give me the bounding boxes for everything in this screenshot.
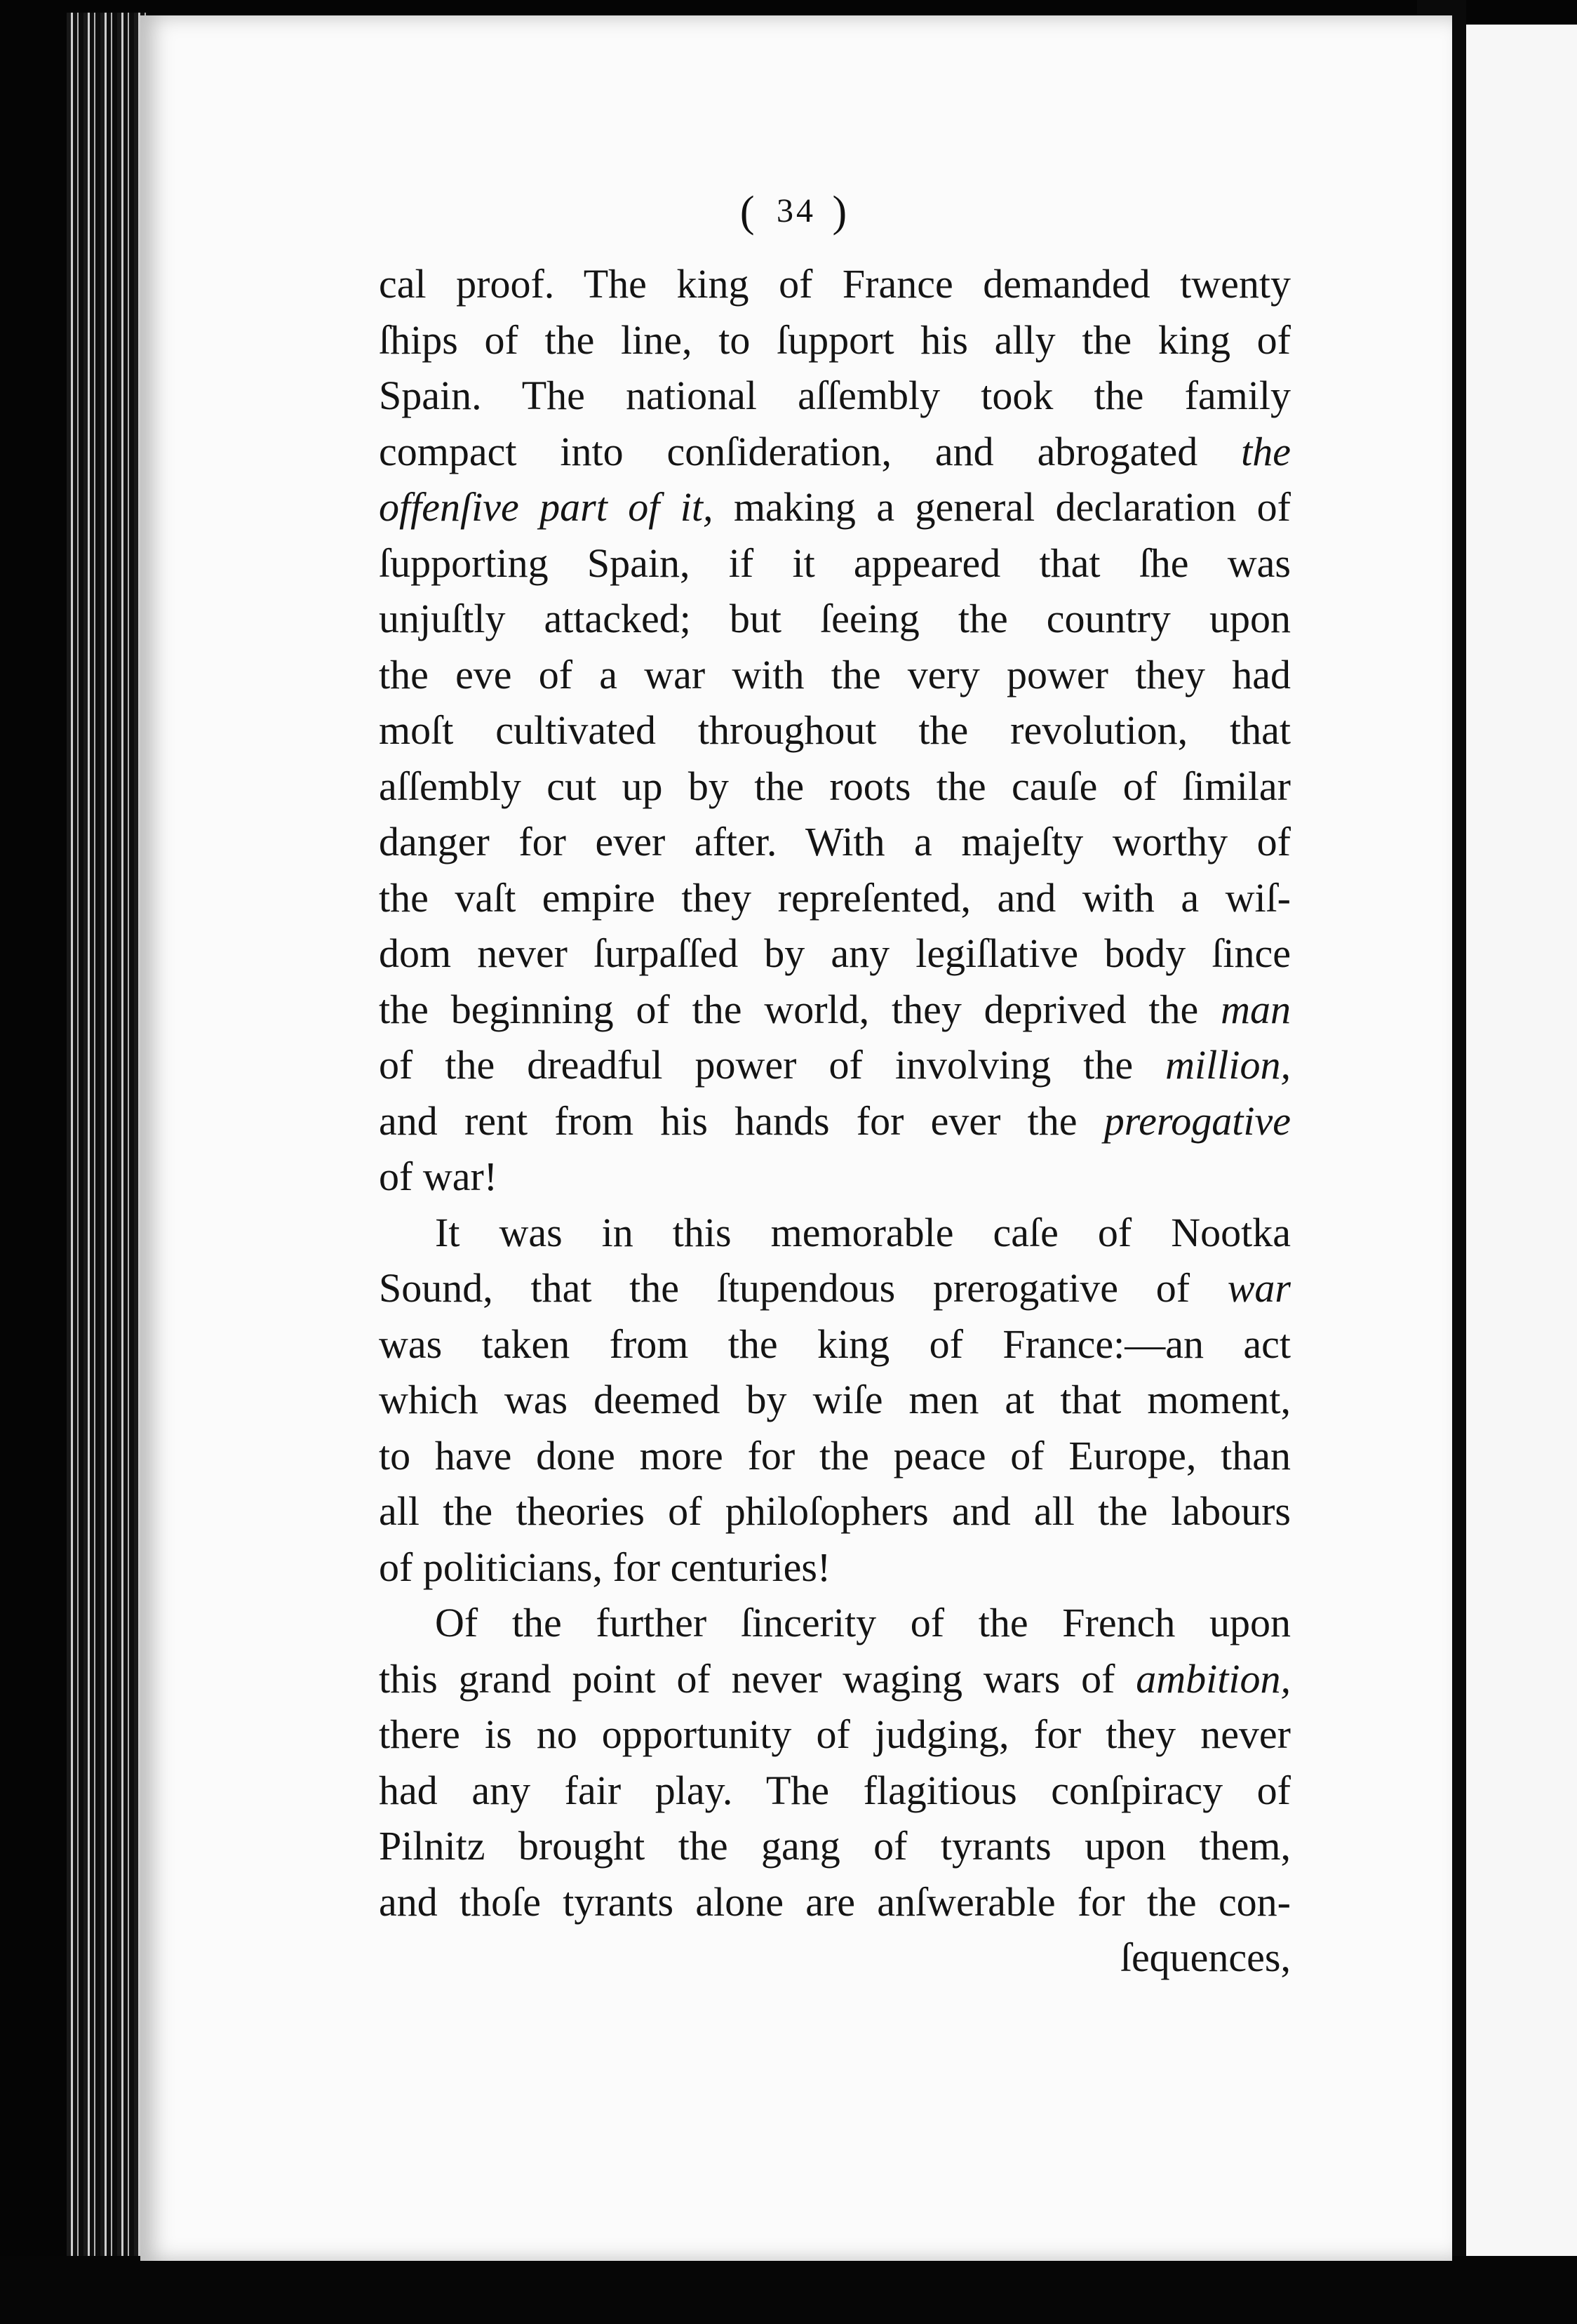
text-line [379, 256, 1291, 312]
text-segment: Pilnitz brought the gang of tyrants upon them, [379, 1823, 1291, 1869]
text-segment: Spain. The national aſſembly took the family [379, 373, 1291, 418]
text-segment: It was in this memorable caſe of Nootka [435, 1209, 1291, 1255]
text-segment: this grand point of never waging wars of [379, 1655, 1136, 1702]
text-line [379, 1037, 1291, 1093]
text-line [379, 1260, 1291, 1316]
text-line [379, 1874, 1291, 1930]
paragraph [379, 1595, 1291, 1930]
text-segment: unjuſtly attacked; but ſeeing the country upon [379, 596, 1291, 641]
text-segment: danger for ever after. With a majeſty worthy of [379, 819, 1291, 864]
italic-text: ambition, [1136, 1655, 1291, 1702]
text-line [379, 1205, 1291, 1261]
text-segment: Of the further ſincerity of the French upon [435, 1600, 1291, 1645]
paragraph [379, 256, 1291, 1205]
text-segment: Sound, that the ſtupendous prerogative of [379, 1265, 1228, 1311]
bottom-shadow [0, 2256, 1577, 2324]
text-line [379, 312, 1291, 368]
text-segment: to have done more for the peace of Europe, than [379, 1432, 1291, 1478]
italic-text: prerogative [1103, 1097, 1291, 1144]
text-segment: ſupporting Spain, if it appeared that ſhe was [379, 540, 1291, 586]
italic-text: million, [1165, 1042, 1291, 1088]
text-line [379, 647, 1291, 703]
text-line [379, 1149, 1291, 1205]
italic-text: the [1241, 428, 1291, 474]
page-number-open-paren: ( [739, 188, 760, 236]
italic-text: offenſive part of it, [379, 484, 713, 530]
text-segment: of war! [379, 1154, 498, 1199]
body-text [379, 256, 1291, 1986]
text-line [379, 1763, 1291, 1819]
text-line [379, 479, 1291, 535]
text-segment: ſhips of the line, to ſupport his ally the king of [379, 316, 1291, 363]
text-line [379, 982, 1291, 1038]
page-number-close-paren: ) [832, 188, 853, 236]
text-line [379, 1595, 1291, 1651]
text-segment: there is no opportunity of judging, for they never [379, 1711, 1291, 1757]
italic-text: man [1221, 986, 1291, 1032]
paragraph [379, 1205, 1291, 1596]
text-line [379, 1651, 1291, 1707]
text-segment: which was deemed by wiſe men at that moment, [379, 1377, 1291, 1422]
text-line [379, 1093, 1291, 1149]
book-binding-edges [67, 13, 147, 2265]
text-line [379, 814, 1291, 870]
text-segment: dom never ſurpaſſed by any legiſlative body ſince [379, 930, 1291, 976]
text-segment: of the dreadful power of involving the [379, 1042, 1166, 1088]
text-segment: had any fair play. The flagitious conſpiracy of [379, 1767, 1291, 1813]
text-segment: the beginning of the world, they deprived the [379, 986, 1221, 1032]
text-line [379, 1818, 1291, 1874]
text-segment: and rent from his hands for ever the [379, 1097, 1104, 1144]
text-line [379, 1428, 1291, 1484]
next-page-edge [1466, 25, 1577, 2263]
text-segment: aſſembly cut up by the roots the cauſe of ſimilar [379, 763, 1291, 809]
text-line [379, 1316, 1291, 1373]
text-line [379, 870, 1291, 926]
text-segment: moſt cultivated throughout the revolution, that [379, 707, 1291, 753]
text-line [379, 1372, 1291, 1428]
text-segment: was taken from the king of France:—an act [379, 1321, 1291, 1367]
text-segment: the eve of a war with the very power they had [379, 651, 1291, 697]
page-number [140, 187, 1452, 237]
text-segment: making a general declaration of [713, 484, 1291, 530]
text-line [379, 926, 1291, 982]
text-line [379, 1540, 1291, 1596]
text-line [379, 591, 1291, 647]
text-segment: of politicians, for centuries! [379, 1544, 831, 1590]
text-line [379, 424, 1291, 480]
page-number-value: 34 [777, 192, 816, 229]
text-line [379, 368, 1291, 424]
catchword: ſequences, [1120, 1935, 1291, 1980]
text-segment: compact into conſideration, and abrogated [379, 428, 1242, 474]
text-segment: all the theories of philoſophers and all the labours [379, 1488, 1291, 1534]
text-line [379, 702, 1291, 759]
text-segment: and thoſe tyrants alone are anſwerable for the con- [379, 1878, 1291, 1925]
text-line [379, 535, 1291, 592]
text-line [379, 1483, 1291, 1540]
text-segment: cal proof. The king of France demanded twenty [379, 261, 1291, 307]
text-line [379, 1707, 1291, 1763]
text-segment: the vaſt empire they repreſented, and with a wiſ- [379, 874, 1291, 921]
text-line [379, 759, 1291, 815]
italic-text: war [1227, 1265, 1291, 1311]
